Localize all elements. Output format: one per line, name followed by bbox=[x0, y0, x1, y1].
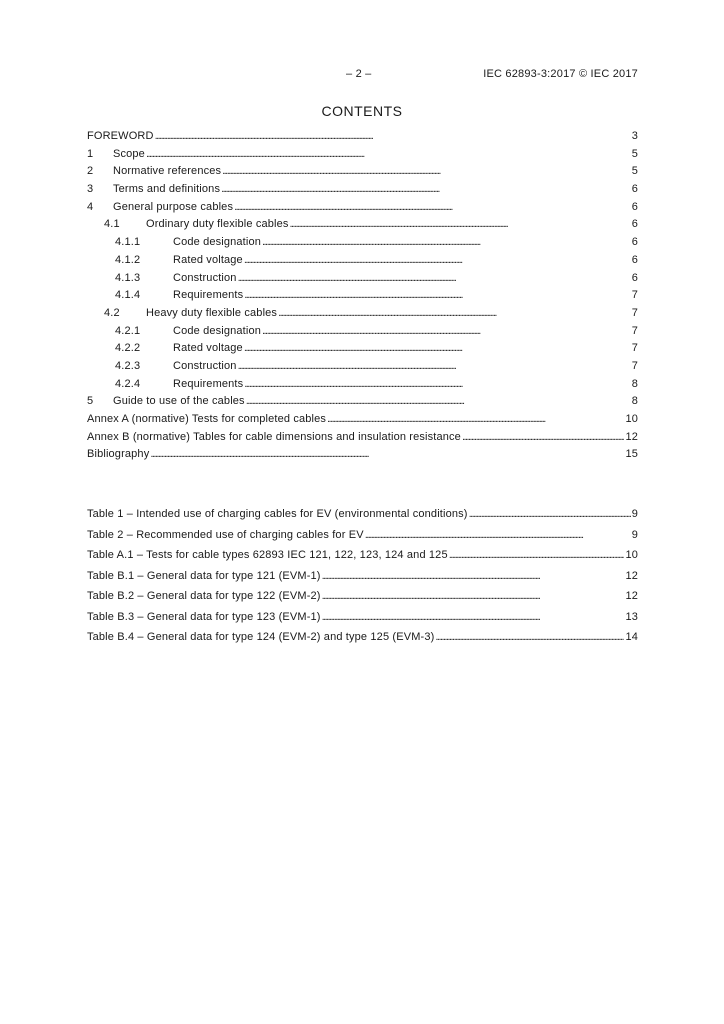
toc-entry-page: 3 bbox=[631, 130, 638, 142]
toc-entry-title: Bibliography bbox=[87, 448, 150, 461]
dot-leader bbox=[244, 342, 631, 354]
dot-leader bbox=[221, 183, 631, 195]
dot-leader bbox=[262, 236, 631, 248]
toc-entry-title: Annex A (normative) Tests for completed cables bbox=[87, 413, 327, 425]
toc-entry[interactable] bbox=[87, 201, 638, 219]
page-header bbox=[0, 68, 724, 82]
toc-entry-title: Requirements bbox=[173, 289, 244, 302]
toc-entry-number: 4.1 bbox=[104, 218, 120, 231]
table-entry-page: 14 bbox=[625, 631, 638, 643]
toc-entry-page: 8 bbox=[631, 395, 638, 408]
toc-entry-title: Scope bbox=[113, 147, 145, 160]
table-entry-title: Table 2 – Recommended use of charging cables for EV bbox=[87, 528, 364, 541]
toc-entry-page: 5 bbox=[631, 147, 638, 160]
toc-entry[interactable] bbox=[87, 218, 638, 236]
toc-entry-number: 5 bbox=[87, 395, 94, 408]
toc-entry[interactable] bbox=[87, 413, 638, 431]
toc-entry-number: 1 bbox=[87, 147, 94, 160]
dot-leader bbox=[244, 378, 630, 390]
toc-entry[interactable] bbox=[87, 378, 638, 396]
toc-entry-page: 10 bbox=[625, 413, 638, 425]
toc-entry[interactable] bbox=[87, 431, 638, 449]
toc-entry[interactable] bbox=[87, 289, 638, 307]
table-entry-page: 9 bbox=[631, 528, 638, 541]
dot-leader bbox=[322, 590, 625, 602]
toc-entry-page: 6 bbox=[631, 200, 638, 213]
dot-leader bbox=[449, 549, 625, 561]
toc-entry-title: General purpose cables bbox=[113, 200, 234, 213]
dot-leader bbox=[462, 431, 625, 443]
dot-leader bbox=[327, 413, 624, 425]
toc-entry-page: 15 bbox=[625, 448, 638, 461]
list-of-tables bbox=[87, 508, 638, 652]
table-entry-page: 10 bbox=[625, 549, 638, 561]
toc-entry-number: 4.2.4 bbox=[115, 377, 141, 390]
dot-leader bbox=[155, 130, 631, 142]
toc-entry-number: 4.2.3 bbox=[115, 359, 141, 372]
dot-leader bbox=[238, 272, 631, 284]
toc-entry-number: 4.1.2 bbox=[115, 253, 141, 266]
toc-entry-title: Annex B (normative) Tables for cable dimensions and insulation resistance bbox=[87, 430, 461, 443]
table-entry-title: Table B.4 – General data for type 124 (EVM-2) and type 125 (EVM-3) bbox=[87, 631, 435, 643]
toc-entry-page: 6 bbox=[631, 236, 638, 249]
toc-entry-title: Heavy duty flexible cables bbox=[146, 306, 278, 319]
toc-entry-number: 4 bbox=[87, 200, 94, 213]
toc-entry-number: 4.2.1 bbox=[115, 324, 141, 337]
toc-entry[interactable] bbox=[87, 183, 638, 201]
toc-entry-page: 7 bbox=[631, 342, 638, 355]
table-entry[interactable] bbox=[87, 549, 638, 570]
toc-entry-page: 12 bbox=[625, 430, 638, 443]
table-entry[interactable] bbox=[87, 590, 638, 611]
toc-entry-title: FOREWORD bbox=[87, 130, 154, 142]
table-entry-page: 12 bbox=[625, 569, 638, 582]
dot-leader bbox=[365, 529, 631, 541]
toc-entry[interactable] bbox=[87, 395, 638, 413]
dot-leader bbox=[222, 165, 631, 177]
toc-entry[interactable] bbox=[87, 236, 638, 254]
toc-entry[interactable] bbox=[87, 325, 638, 343]
dot-leader bbox=[262, 325, 631, 337]
dot-leader bbox=[322, 611, 625, 623]
table-entry[interactable] bbox=[87, 570, 638, 591]
toc-entry-title: Terms and definitions bbox=[113, 183, 221, 196]
dot-leader bbox=[238, 360, 631, 372]
toc-entry-title: Code designation bbox=[173, 324, 262, 337]
toc-entry-number: 4.1.1 bbox=[115, 236, 141, 249]
toc-entry-title: Guide to use of the cables bbox=[113, 395, 245, 408]
table-entry[interactable] bbox=[87, 508, 638, 529]
toc-entry-page: 6 bbox=[631, 271, 638, 284]
table-of-contents bbox=[87, 130, 638, 466]
dot-leader bbox=[278, 307, 631, 319]
table-entry-page: 13 bbox=[625, 610, 638, 623]
toc-entry-number: 4.2.2 bbox=[115, 342, 141, 355]
toc-entry-page: 7 bbox=[631, 306, 638, 319]
table-entry[interactable] bbox=[87, 611, 638, 632]
dot-leader bbox=[146, 148, 631, 160]
table-entry[interactable] bbox=[87, 631, 638, 652]
table-entry[interactable] bbox=[87, 529, 638, 550]
toc-entry-page: 7 bbox=[631, 289, 638, 302]
toc-entry-page: 6 bbox=[631, 183, 638, 196]
dot-leader bbox=[290, 218, 631, 230]
dot-leader bbox=[435, 631, 624, 643]
toc-entry[interactable] bbox=[87, 448, 638, 466]
toc-entry[interactable] bbox=[87, 165, 638, 183]
dot-leader bbox=[244, 254, 631, 266]
toc-entry-page: 5 bbox=[631, 165, 638, 178]
toc-entry-title: Rated voltage bbox=[173, 253, 243, 266]
toc-entry[interactable] bbox=[87, 360, 638, 378]
toc-entry-number: 4.1.4 bbox=[115, 289, 141, 302]
dot-leader bbox=[244, 289, 630, 301]
toc-entry-page: 6 bbox=[631, 218, 638, 231]
toc-entry-title: Rated voltage bbox=[173, 342, 243, 355]
toc-entry-page: 7 bbox=[631, 359, 638, 372]
toc-entry-page: 8 bbox=[631, 377, 638, 390]
table-entry-title: Table A.1 – Tests for cable types 62893 IEC 121, 122, 123, 124 and 125 bbox=[87, 549, 448, 561]
toc-entry-number: 2 bbox=[87, 165, 94, 178]
table-entry-title: Table B.2 – General data for type 122 (EVM-2) bbox=[87, 590, 321, 602]
toc-entry-number: 3 bbox=[87, 183, 94, 196]
table-entry-title: Table 1 – Intended use of charging cables for EV (environmental conditions) bbox=[87, 508, 468, 520]
toc-entry[interactable] bbox=[87, 307, 638, 325]
dot-leader bbox=[469, 508, 631, 520]
dot-leader bbox=[150, 448, 624, 460]
toc-entry-title: Ordinary duty flexible cables bbox=[146, 218, 289, 231]
table-entry-title: Table B.3 – General data for type 123 (EVM-1) bbox=[87, 610, 321, 623]
table-entry-title: Table B.1 – General data for type 121 (EVM-1) bbox=[87, 569, 321, 582]
toc-entry[interactable] bbox=[87, 342, 638, 360]
toc-entry[interactable] bbox=[87, 148, 638, 166]
toc-entry-title: Construction bbox=[173, 359, 237, 372]
toc-entry-number: 4.1.3 bbox=[115, 271, 141, 284]
standard-reference: IEC 62893-3:2017 © IEC 2017 bbox=[483, 68, 638, 80]
toc-entry-title: Normative references bbox=[113, 165, 222, 178]
toc-entry[interactable] bbox=[87, 254, 638, 272]
page-number: – 2 – bbox=[346, 68, 372, 80]
dot-leader bbox=[322, 570, 625, 582]
toc-entry-number: 4.2 bbox=[104, 306, 120, 319]
page-title: CONTENTS bbox=[321, 103, 403, 119]
dot-leader bbox=[234, 201, 631, 213]
toc-entry-page: 7 bbox=[631, 324, 638, 337]
toc-entry-title: Code designation bbox=[173, 236, 262, 249]
toc-entry-title: Requirements bbox=[173, 377, 244, 390]
dot-leader bbox=[246, 395, 631, 407]
table-entry-page: 12 bbox=[625, 590, 638, 602]
toc-entry-page: 6 bbox=[631, 253, 638, 266]
table-entry-page: 9 bbox=[631, 508, 638, 520]
toc-entry[interactable] bbox=[87, 130, 638, 148]
toc-entry-title: Construction bbox=[173, 271, 237, 284]
toc-entry[interactable] bbox=[87, 272, 638, 290]
